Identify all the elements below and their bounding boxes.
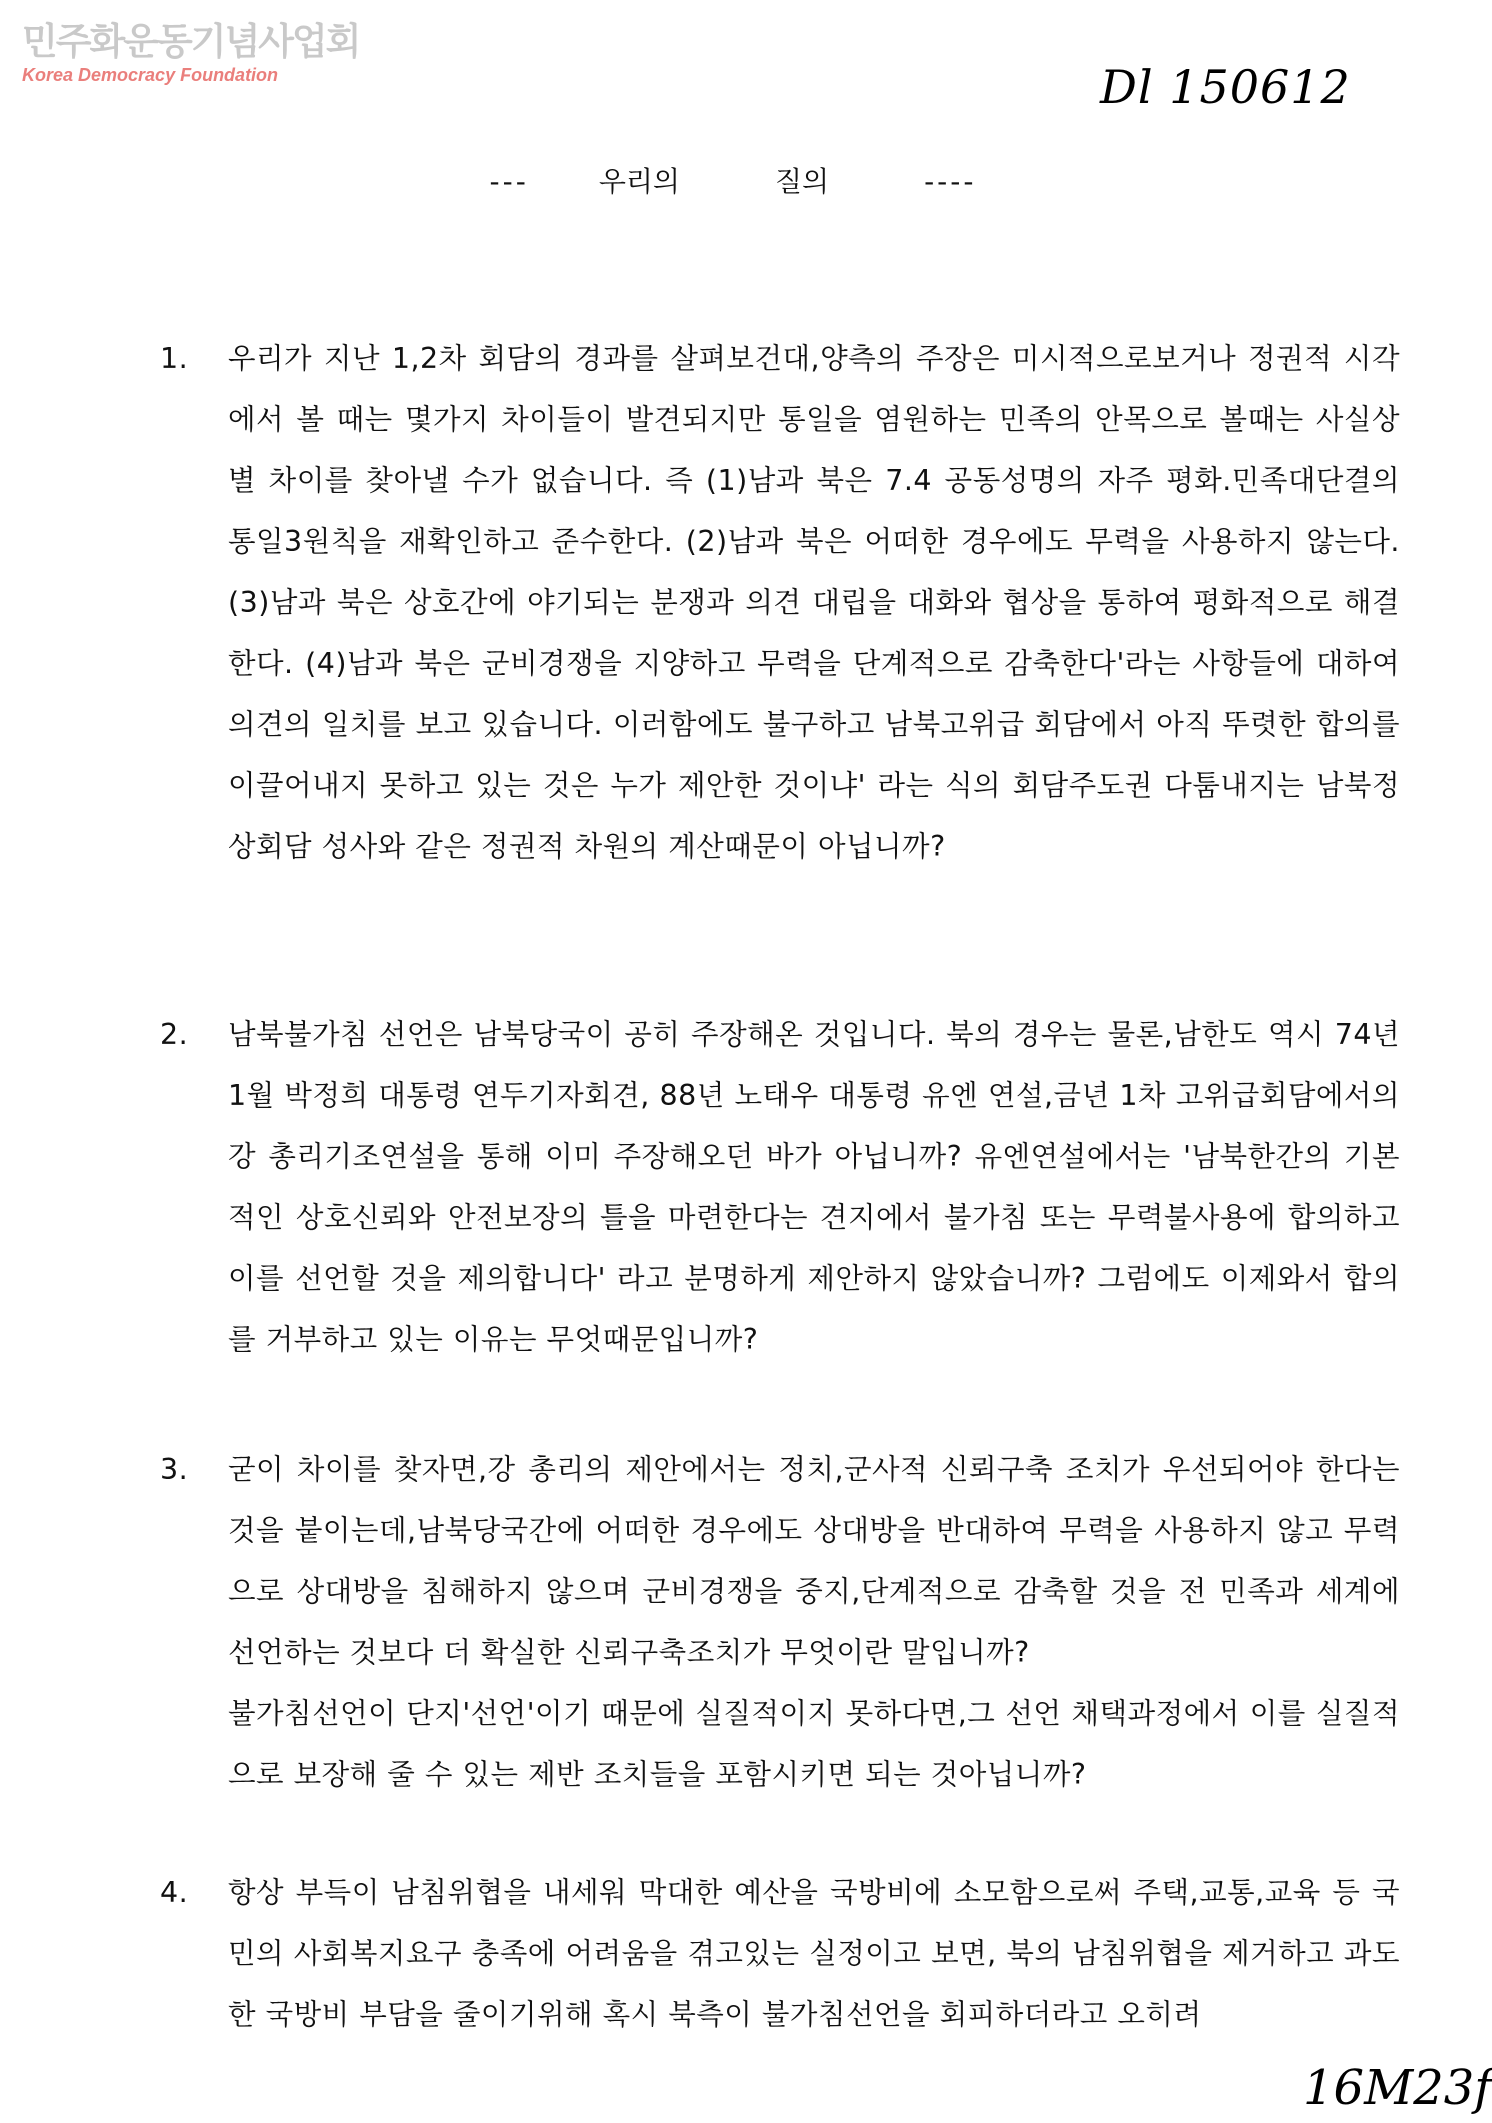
- question-number: 2.: [160, 1018, 189, 1051]
- watermark-english: Korea Democracy Foundation: [22, 65, 279, 85]
- question-text: 굳이 차이를 찾자면,강 총리의 제안에서는 정치,군사적 신뢰구축 조치가 우선되어야 한다는 것을 붙이는데,남북당국간에 어떠한 경우에도 상대방을 반대하여 무력을 사용하지 않고 무력으로 상대방을 침해하지 않으며 군비경쟁을 중지,단계적으로 감축할 것을 전 민족과 세계에 선언하는 것보다 더 확실한 신뢰구축조치가 무엇이란 말입니까?: [228, 1453, 1400, 1669]
- question-number: 1.: [160, 342, 189, 375]
- title-dash-right: ----: [924, 165, 977, 198]
- watermark-korean: 민주화운동기념사업회: [22, 20, 360, 63]
- watermark-logo: [22, 22, 359, 86]
- title-dash-left: ---: [489, 165, 529, 198]
- question-number: 3.: [160, 1453, 189, 1486]
- handwritten-document-code: Dl 150612: [1100, 60, 1351, 114]
- title-word-1: 우리의: [598, 165, 680, 198]
- question-text: 우리가 지난 1,2차 회담의 경과를 살펴보건대,양측의 주장은 미시적으로보거나 정권적 시각에서 볼 때는 몇가지 차이들이 발견되지만 통일을 염원하는 민족의 안목으로 볼때는 사실상 별 차이를 찾아낼 수가 없습니다. 즉 (1)남과 북은 7.4 공동성명의 자주 평화.민족대단결의 통일3원칙을 재확인하고 준수한다. (2)남과 북은 어떠한 경우에도 무력을 사용하지 않는다. (3)남과 북은 상호간에 야기되는 분쟁과 의견 대립을 대화와 협상을 통하여 평화적으로 해결한다. (4)남과 북은 군비경쟁을 지양하고 무력을 단계적으로 감축한다'라는 사항들에 대하여 의견의 일치를 보고 있습니다. 이러함에도 불구하고 남북고위급 회담에서 아직 뚜렷한 합의를 이끌어내지 못하고 있는 것은 누가 제안한 것이냐' 라는 식의 회담주도권 다툼내지는 남북정상회담 성사와 같은 정권적 차원의 계산때문이 아닙니까?: [228, 342, 1400, 863]
- page-title: [0, 160, 1466, 200]
- handwritten-page-code: 16M23f: [1303, 2060, 1492, 2116]
- question-text: 항상 부득이 남침위협을 내세워 막대한 예산을 국방비에 소모함으로써 주택,교통,교육 등 국민의 사회복지요구 충족에 어려움을 겪고있는 실정이고 보면, 북의 남침위협을 제거하고 과도한 국방비 부담을 줄이기위해 혹시 북측이 불가침선언을 회피하더라고 오히려: [228, 1876, 1400, 2031]
- question-text: 남북불가침 선언은 남북당국이 공히 주장해온 것입니다. 북의 경우는 물론,남한도 역시 74년 1월 박정희 대통령 연두기자회견, 88년 노태우 대통령 유엔 연설,금년 1차 고위급회담에서의 강 총리기조연설을 통해 이미 주장해오던 바가 아닙니까? 유엔연설에서는 '남북한간의 기본적인 상호신뢰와 안전보장의 틀을 마련한다는 견지에서 불가침 또는 무력불사용에 합의하고 이를 선언할 것을 제의합니다' 라고 분명하게 제안하지 않았습니까? 그럼에도 이제와서 합의를 거부하고 있는 이유는 무엇때문입니까?: [228, 1018, 1400, 1356]
- question-number: 4.: [160, 1876, 189, 1909]
- question-1: [160, 328, 1400, 877]
- title-word-2: 질의: [774, 165, 830, 198]
- question-3: [160, 1439, 1400, 1805]
- question-text-continued: 불가침선언이 단지'선언'이기 때문에 실질적이지 못하다면,그 선언 채택과정에서 이를 실질적으로 보장해 줄 수 있는 제반 조치들을 포함시키면 되는 것아닙니까?: [228, 1697, 1400, 1791]
- question-2: [160, 1004, 1400, 1370]
- question-4: [160, 1862, 1400, 2045]
